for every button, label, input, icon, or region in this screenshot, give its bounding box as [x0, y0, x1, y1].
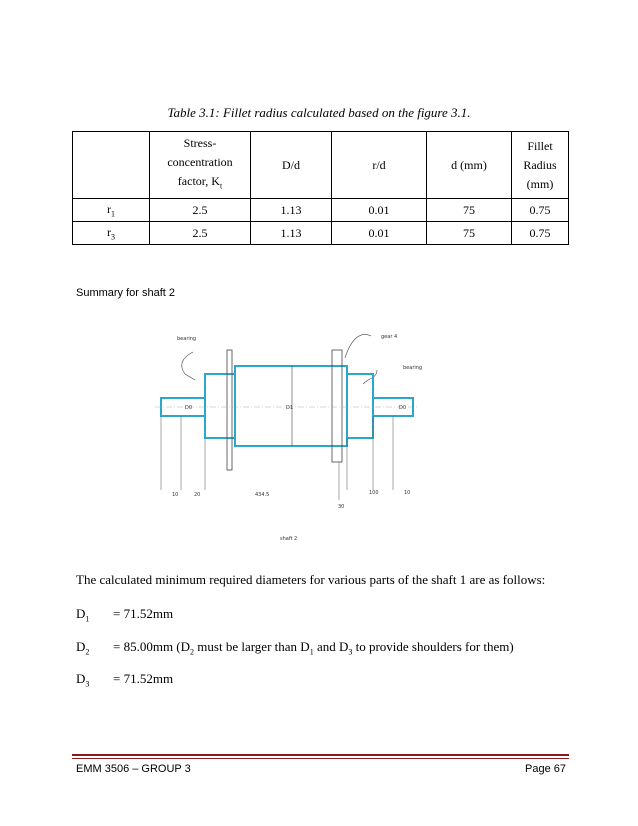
header-blank	[73, 132, 150, 199]
table-header-row	[73, 132, 569, 199]
gear-leader	[345, 334, 371, 358]
cell-r	[73, 199, 150, 222]
header-stress-concentration	[150, 132, 251, 199]
header-r-over-d: r/d	[332, 132, 427, 199]
cell-r	[73, 222, 150, 245]
dim-10-left: 10	[172, 492, 179, 498]
cell-r-sub: 3	[111, 232, 115, 242]
d2-text-b: must be larger than D	[194, 639, 310, 654]
cell-Dd: 1.13	[251, 199, 332, 222]
gear-label: gear 4	[381, 334, 398, 340]
footer-page-number: Page 67	[525, 763, 566, 775]
left-shoulder	[205, 374, 235, 438]
bearing-left-label: bearing	[177, 336, 197, 342]
d2-text-d: to provide shoulders for them)	[352, 639, 514, 654]
d0-right-label: D0	[399, 405, 407, 411]
dim-100: 100	[369, 490, 379, 496]
right-shoulder	[347, 374, 373, 438]
d2-text-sub3: 3	[348, 647, 353, 657]
header-stress-line2: concentration	[167, 155, 233, 170]
header-fillet-radius	[512, 132, 569, 199]
d2-text-c: and D	[313, 639, 349, 654]
dim-10-right: 10	[404, 490, 411, 496]
header-stress-sub: t	[219, 181, 223, 191]
cell-rd: 0.01	[332, 222, 427, 245]
cell-r-label: r	[107, 201, 111, 216]
d2-letter: D	[76, 639, 86, 654]
cell-r-label: r	[107, 224, 111, 239]
table-row	[73, 199, 569, 222]
d2-label	[76, 639, 89, 657]
d2-text-sub1: 1	[309, 647, 314, 657]
header-D-over-d: D/d	[251, 132, 332, 199]
d0-left-label: D0	[185, 405, 193, 411]
cell-d: 75	[427, 199, 512, 222]
d3-sub: 3	[85, 679, 90, 689]
d2-text-sub2: 2	[190, 647, 195, 657]
header-fillet-line2: (mm)	[526, 176, 554, 191]
d1-label: D1	[286, 405, 294, 411]
shaft-2-drawing	[145, 318, 425, 548]
left-collar	[227, 350, 232, 470]
drawing-title: shaft 2	[280, 536, 298, 542]
dim-434-5: 434.5	[255, 492, 270, 498]
cell-rd: 0.01	[332, 199, 427, 222]
header-stress-line3: factor, K	[177, 174, 220, 189]
cell-k: 2.5	[150, 222, 251, 245]
cell-fillet: 0.75	[512, 199, 569, 222]
d2-sub: 2	[85, 647, 90, 657]
d2-text-a: = 85.00mm (D	[113, 639, 191, 654]
footer-rule-thin	[72, 758, 569, 759]
dim-30: 30	[338, 504, 345, 510]
header-d-mm: d (mm)	[427, 132, 512, 199]
bearing-left-leader	[182, 352, 195, 380]
d3-value: = 71.52mm	[113, 671, 174, 686]
bearing-right-leader	[363, 370, 377, 384]
footer-course-group: EMM 3506 – GROUP 3	[76, 763, 191, 775]
d3-label	[76, 671, 89, 689]
intro-paragraph: The calculated minimum required diameters for various parts of the shaft 1 are as follows:	[76, 572, 546, 587]
cell-r-sub: 1	[111, 209, 115, 219]
cell-fillet: 0.75	[512, 222, 569, 245]
d1-letter: D	[76, 606, 86, 621]
footer-rule-thick	[72, 754, 569, 756]
header-stress-line1: Stress-	[183, 136, 217, 151]
d2-value	[113, 639, 514, 657]
cell-Dd: 1.13	[251, 222, 332, 245]
cell-k: 2.5	[150, 199, 251, 222]
fillet-radius-table	[72, 131, 569, 245]
d1-sub: 1	[85, 614, 90, 624]
table-row	[73, 222, 569, 245]
table-caption: Table 3.1: Fillet radius calculated based on the figure 3.1.	[167, 105, 471, 120]
bearing-right-label: bearing	[403, 365, 423, 371]
d1-value: = 71.52mm	[113, 606, 174, 621]
header-fillet-line1: Fillet Radius	[523, 138, 557, 172]
d3-letter: D	[76, 671, 86, 686]
cell-d: 75	[427, 222, 512, 245]
dim-20: 20	[194, 492, 201, 498]
summary-heading: Summary for shaft 2	[76, 287, 176, 299]
d1-label	[76, 606, 89, 624]
